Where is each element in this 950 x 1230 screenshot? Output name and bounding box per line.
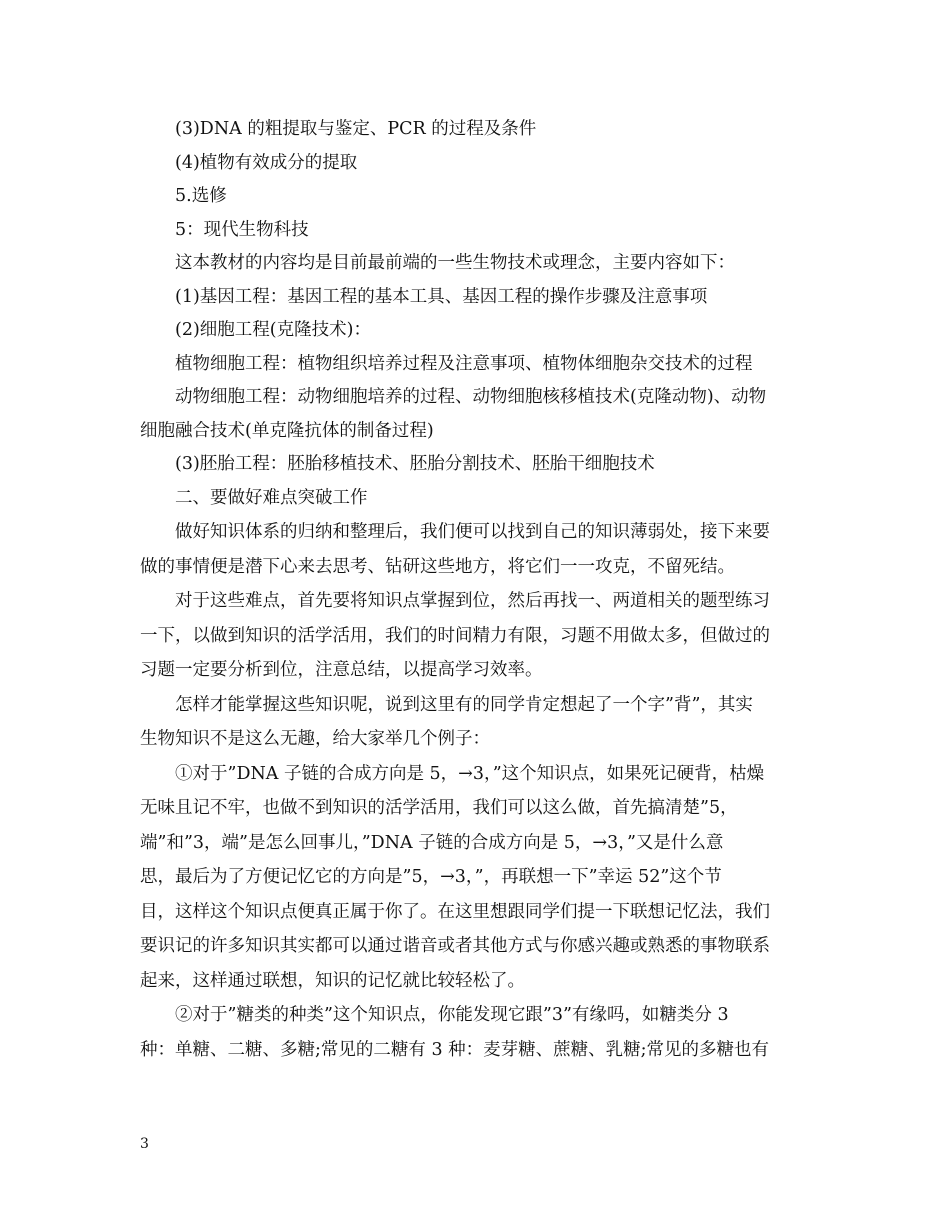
text-line: 5.选修 bbox=[175, 186, 227, 206]
text-line: 起来，这样通过联想，知识的记忆就比较轻松了。 bbox=[140, 970, 525, 991]
text-line: (3)胚胎工程：胚胎移植技术、胚胎分割技术、胚胎干细胞技术 bbox=[175, 454, 655, 474]
text-line: (4)植物有效成分的提取 bbox=[175, 152, 358, 173]
text-line: 做的事情便是潜下心来去思考、钻研这些地方，将它们一一攻克，不留死结。 bbox=[140, 556, 735, 577]
document-body bbox=[140, 113, 812, 1067]
text-line: 细胞融合技术(单克隆抗体的制备过程) bbox=[140, 420, 434, 441]
paragraph bbox=[140, 515, 812, 584]
text-line: 要识记的许多知识其实都可以通过谐音或者其他方式与你感兴趣或熟悉的事物联系 bbox=[140, 936, 770, 956]
paragraph-animal-cell bbox=[140, 381, 812, 448]
text-line: 5：现代生物科技 bbox=[175, 219, 309, 240]
text-line: (3)DNA 的粗提取与鉴定、PCR 的过程及条件 bbox=[175, 119, 537, 139]
text-line: 对于这些难点，首先要将知识点掌握到位，然后再找一、两道相关的题型练习 bbox=[175, 591, 770, 611]
text-line: 端”和”3，端”是怎么回事儿，”DNA 子链的合成方向是 5，→3，”又是什么意 bbox=[140, 832, 724, 853]
text-line: ②对于”糖类的种类”这个知识点，你能发现它跟”3”有缘吗，如糖类分 3 bbox=[175, 1005, 729, 1025]
text-line: 种：单糖、二糖、多糖;常见的二糖有 3 种：麦芽糖、蔗糖、乳糖;常见的多糖也有 bbox=[140, 1039, 770, 1060]
text-line: (1)基因工程：基因工程的基本工具、基因工程的操作步骤及注意事项 bbox=[175, 286, 708, 307]
text-line: 一下，以做到知识的活学活用，我们的时间精力有限，习题不用做太多，但做过的 bbox=[140, 625, 770, 646]
text-line: 思，最后为了方便记忆它的方向是”5，→3，”，再联想一下”幸运 52”这个节 bbox=[140, 867, 722, 887]
text-line: 这本教材的内容均是目前最前端的一些生物技术或理念，主要内容如下： bbox=[175, 253, 735, 273]
text-line: 动物细胞工程：动物细胞培养的过程、动物细胞核移植技术(克隆动物)、动物 bbox=[175, 387, 767, 407]
paragraph bbox=[140, 757, 812, 999]
text-line: 怎样才能掌握这些知识呢，说到这里有的同学肯定想起了一个字”背”，其实 bbox=[175, 694, 753, 715]
text-line: 生物知识不是这么无趣，给大家举几个例子： bbox=[140, 729, 490, 749]
text-line: 植物细胞工程：植物组织培养过程及注意事项、植物体细胞杂交技术的过程 bbox=[175, 353, 753, 374]
paragraph bbox=[140, 998, 812, 1067]
paragraph bbox=[140, 688, 812, 757]
text-line: 无味且记不牢，也做不到知识的活学活用，我们可以这么做，首先搞清楚”5， bbox=[140, 798, 738, 818]
text-line: 习题一定要分析到位，注意总结，以提高学习效率。 bbox=[140, 660, 543, 680]
text-line: 做好知识体系的归纳和整理后，我们便可以找到自己的知识薄弱处，接下来要 bbox=[175, 522, 770, 542]
section-heading: 二、要做好难点突破工作 bbox=[175, 487, 368, 508]
page-number: 3 bbox=[140, 1136, 149, 1152]
paragraph bbox=[140, 584, 812, 688]
text-line: ①对于”DNA 子链的合成方向是 5，→3，”这个知识点，如果死记硬背，枯燥 bbox=[175, 763, 765, 784]
text-line: (2)细胞工程(克隆技术)： bbox=[175, 320, 371, 340]
text-line: 目，这样这个知识点便真正属于你了。在这里想跟同学们提一下联想记忆法，我们 bbox=[140, 901, 770, 922]
